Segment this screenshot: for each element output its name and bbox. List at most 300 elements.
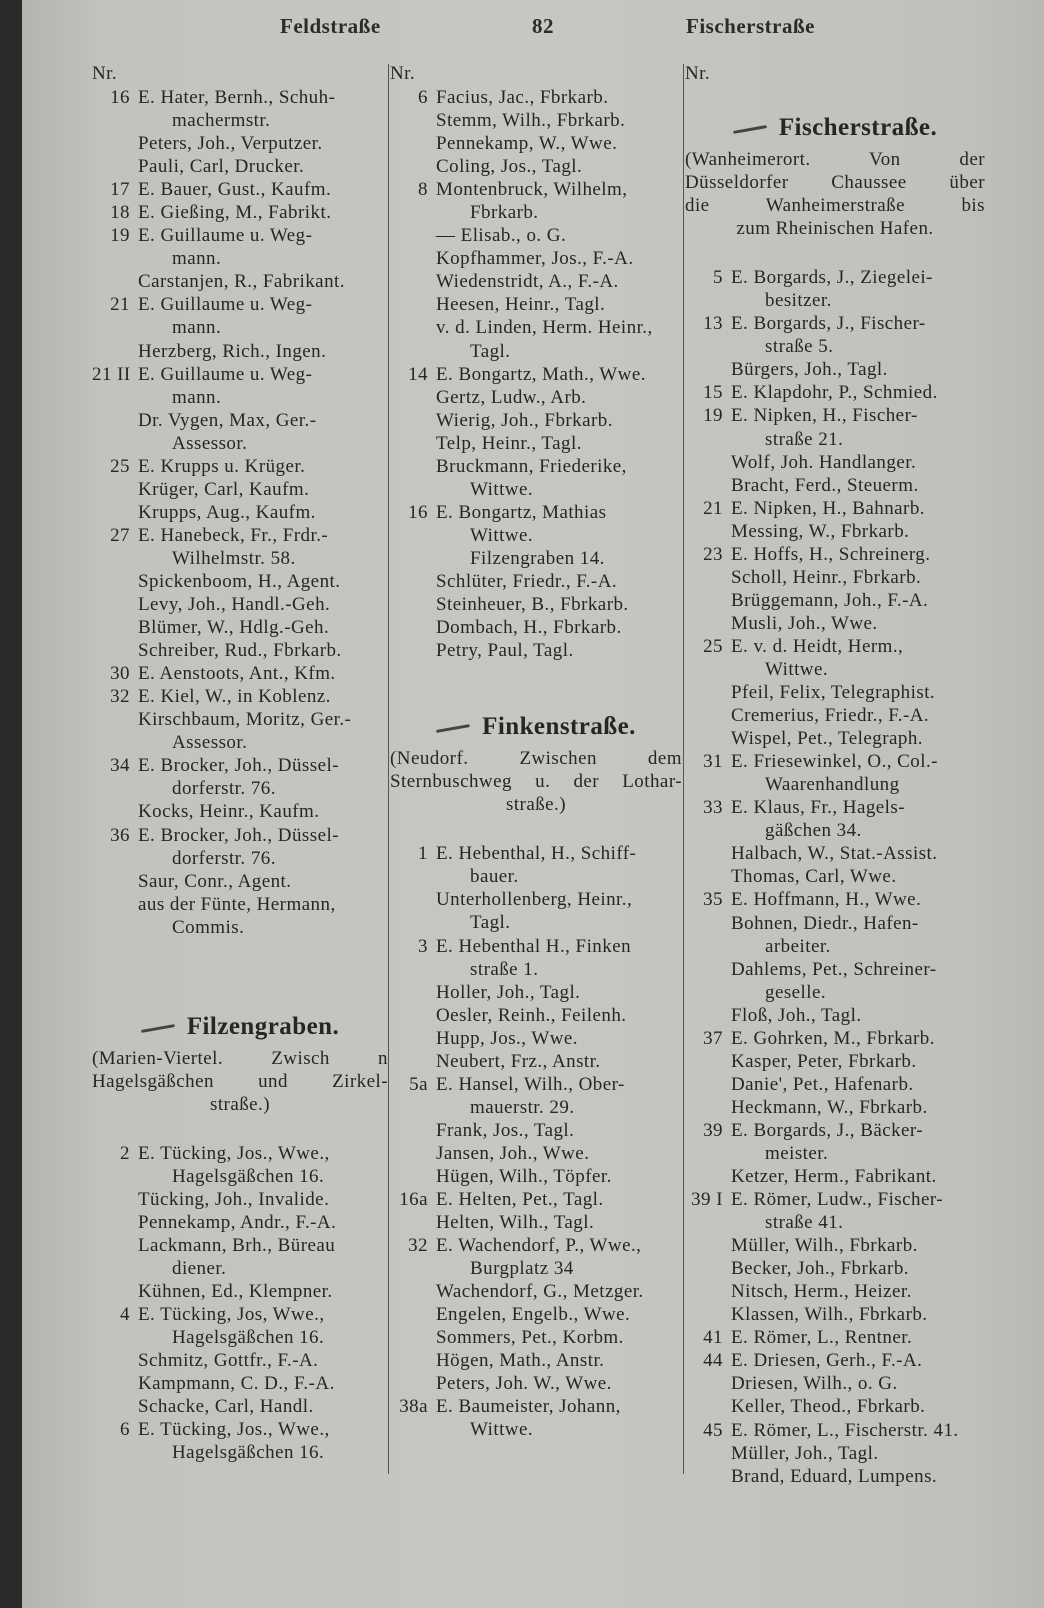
entry-text: Schmitz, Gottfr., F.-A. [138,1350,319,1372]
entry-text: Musli, Joh., Wwe. [731,612,878,634]
entry-text: Petry, Paul, Tagl. [436,640,574,662]
entry-text: Brand, Eduard, Lumpens. [731,1465,938,1487]
column-divider [683,64,684,1474]
house-number: 15 [703,382,723,404]
entry-text: Becker, Joh., Fbrkarb. [731,1258,909,1280]
resident-entry [685,358,985,381]
column-header [92,62,388,86]
entry-text: E. Borgards, J., Ziegelei- [731,267,933,289]
entry-text: E. Klaus, Fr., Hagels- [731,797,906,819]
house-number: 4 [120,1304,130,1326]
street-heading [685,108,985,148]
resident-entry [685,1372,985,1395]
resident-entry [685,589,985,612]
house-entry [685,404,985,427]
entry-text: E. Römer, L., Rentner. [731,1327,913,1349]
entry-text: Hagelsgäßchen 16. [172,1327,325,1349]
resident-entry [390,1050,682,1073]
column-3 [685,62,985,1488]
house-entry [92,455,388,478]
house-number: 3 [418,935,428,957]
house-entry [390,86,682,109]
house-entry [390,178,682,201]
entry-continuation [390,1257,682,1280]
house-entry [685,750,985,773]
entry-text: Unterhollenberg, Heinr., [436,889,633,911]
entry-text: Müller, Joh., Tagl. [731,1442,879,1464]
resident-entry [390,1165,682,1188]
house-entry [92,662,388,685]
entry-text: Sommers, Pet., Korbm. [436,1327,624,1349]
house-entry [685,635,985,658]
entry-text: Kirschbaum, Moritz, Ger.- [138,709,352,731]
entry-continuation [92,109,388,132]
resident-entry [92,501,388,524]
resident-entry [390,1119,682,1142]
resident-entry [685,1096,985,1119]
resident-entry [92,708,388,731]
entry-continuation [685,289,985,312]
entry-text: Wittwe. [470,478,534,500]
resident-entry [685,1165,985,1188]
resident-entry [685,1442,985,1465]
entry-text: Tagl. [470,340,511,362]
entry-text: E. Hoffmann, H., Wwe. [731,889,922,911]
resident-entry [685,1073,985,1096]
resident-entry [685,865,985,888]
entry-text: Blümer, W., Hdlg.-Geh. [138,617,330,639]
house-number: 36 [110,824,130,846]
entry-text: Messing, W., Fbrkarb. [731,520,910,542]
house-entry [685,888,985,911]
entry-text: Spickenboom, H., Agent. [138,570,341,592]
entry-text: arbeiter. [765,935,831,957]
entry-continuation [390,547,682,570]
house-number: 23 [703,543,723,565]
resident-entry [390,1303,682,1326]
entry-text: Herzberg, Rich., Ingen. [138,340,327,362]
entry-continuation [92,316,388,339]
street-description: straße.) [505,794,567,816]
entry-text: mann. [172,317,222,339]
house-number: 16 [110,87,130,108]
entry-text: Peters, Joh., Verputzer. [138,133,323,155]
resident-entry [92,409,388,432]
entry-text: E. Hater, Bernh., Schuh- [138,87,336,108]
resident-entry [390,1349,682,1372]
entry-continuation [92,916,388,939]
resident-entry [390,981,682,1004]
resident-entry [92,1280,388,1303]
page [22,0,1044,1608]
entry-text: Heckmann, W., Fbrkarb. [731,1096,928,1118]
entry-text: Saur, Conr., Agent. [138,870,292,892]
resident-entry [92,870,388,893]
resident-entry [92,340,388,363]
resident-entry [390,455,682,478]
house-entry [685,543,985,566]
entry-text: Assessor. [172,432,248,454]
entry-text: E. Krupps u. Krüger. [138,455,306,477]
entry-text: E. Borgards, J., Fischer- [731,313,926,335]
street-name: Fischerstraße. [778,114,938,141]
house-number: 32 [408,1235,428,1257]
house-number: 1 [418,843,428,865]
resident-entry [390,888,682,911]
entry-text: Levy, Joh., Handl.-Geh. [138,594,331,616]
entry-text: E. Aenstoots, Ant., Kfm. [138,663,336,685]
house-number: 21 [703,497,723,519]
entry-text: Krüger, Carl, Kaufm. [138,478,310,500]
entry-text: E. Wachendorf, P., Wwe., [436,1235,642,1257]
house-number: 33 [703,797,723,819]
resident-entry [92,1188,388,1211]
entry-continuation [685,935,985,958]
house-number: 16a [399,1189,428,1211]
street-heading [92,1007,388,1047]
entry-text: Scholl, Heinr., Fbrkarb. [731,566,922,588]
house-number: 2 [120,1142,130,1164]
house-entry [92,1142,388,1165]
house-number: 27 [110,524,130,546]
entry-text: Stemm, Wilh., Fbrkarb. [436,110,626,132]
resident-entry [390,1142,682,1165]
entry-text: E. Friesewinkel, O., Col.- [731,751,938,773]
entry-text: Bracht, Ferd., Steuerm. [731,474,919,496]
entry-text: geselle. [765,981,827,1003]
entry-text: Tücking, Joh., Invalide. [138,1188,330,1210]
entry-text: E. Tücking, Jos., Wwe., [138,1142,330,1164]
house-entry [390,363,682,386]
entry-continuation [685,773,985,796]
house-number: 16 [408,501,428,523]
entry-text: E. Hanebeck, Fr., Frdr.- [138,524,329,546]
entry-continuation [685,428,985,451]
resident-entry [390,1027,682,1050]
entry-text: Nr. [390,63,416,84]
resident-entry [92,800,388,823]
entry-text: Floß, Joh., Tagl. [731,1004,862,1026]
house-number: 30 [110,663,130,685]
entry-text: Högen, Math., Anstr. [436,1350,605,1372]
house-number: 45 [703,1419,723,1441]
entry-continuation [390,1096,682,1119]
spacer [92,939,388,962]
entry-text: E. Guillaume u. Weg- [138,363,313,385]
entry-text: Gertz, Ludw., Arb. [436,386,587,408]
house-number: 32 [110,686,130,708]
entry-text: Jansen, Joh., Wwe. [436,1142,590,1164]
entry-continuation [92,1441,388,1464]
entry-text: Oesler, Reinh., Feilenh. [436,1004,627,1026]
entry-continuation [685,1142,985,1165]
resident-entry [390,570,682,593]
dash-mark [141,1024,175,1033]
entry-text: E. Klapdohr, P., Schmied. [731,382,938,404]
house-number: 31 [703,751,723,773]
resident-entry [685,612,985,635]
house-number: 44 [703,1350,723,1372]
entry-text: E. Hoffs, H., Schreinerg. [731,543,931,565]
resident-entry [92,1395,388,1418]
entry-text: straße 21. [765,428,844,450]
resident-entry [685,1465,985,1488]
entry-text: Nr. [685,63,711,84]
house-entry [92,524,388,547]
entry-text: E. Nipken, H., Fischer- [731,405,918,427]
entry-text: E. Nipken, H., Bahnarb. [731,497,925,519]
house-number: 5a [409,1073,428,1095]
resident-entry [685,566,985,589]
house-entry [92,1303,388,1326]
entry-text: Schacke, Carl, Handl. [138,1396,314,1418]
resident-entry [92,1372,388,1395]
house-entry [685,266,985,289]
entry-continuation [92,547,388,570]
entry-text: Filzengraben 14. [470,547,605,569]
house-entry [685,1326,985,1349]
entry-text: Frank, Jos., Tagl. [436,1119,575,1141]
running-head-right: Fischerstraße [686,14,815,38]
house-entry [390,1395,682,1418]
resident-entry [390,247,682,270]
entry-text: E. Römer, Ludw., Fischer- [731,1189,944,1211]
page-number: 82 [532,14,554,38]
entry-text: Dr. Vygen, Max, Ger.- [138,409,317,431]
resident-entry [92,155,388,178]
entry-text: E. Hansel, Wilh., Ober- [436,1073,625,1095]
resident-entry [685,1050,985,1073]
entry-continuation [390,524,682,547]
entry-text: Wittwe. [765,658,829,680]
column-header [685,62,985,86]
house-entry [685,796,985,819]
entry-text: Kasper, Peter, Fbrkarb. [731,1050,917,1072]
entry-text: Schlüter, Friedr., F.-A. [436,570,618,592]
entry-text: Bohnen, Diedr., Hafen- [731,912,919,934]
entry-text: Fbrkarb. [470,202,539,224]
entry-text: Pennekamp, W., Wwe. [436,133,618,155]
entry-text: aus der Fünte, Hermann, [138,893,336,915]
entry-continuation [92,432,388,455]
resident-entry [92,1211,388,1234]
house-number: 18 [110,202,130,224]
entry-text: mann. [172,386,222,408]
entry-text: E. Bauer, Gust., Kaufm. [138,179,332,201]
column-header [390,62,682,86]
resident-entry [685,727,985,750]
resident-entry [92,478,388,501]
resident-entry [92,132,388,155]
entry-text: Telp, Heinr., Tagl. [436,432,582,454]
resident-entry [390,639,682,662]
entry-text: Wittwe. [470,1419,534,1441]
house-entry [390,1188,682,1211]
entry-text: Müller, Wilh., Fbrkarb. [731,1235,918,1257]
entry-text: E. Römer, L., Fischerstr. 41. [731,1419,959,1441]
entry-text: Montenbruck, Wilhelm, [436,179,628,201]
entry-continuation [92,247,388,270]
entry-text: Pauli, Carl, Drucker. [138,156,305,178]
entry-text: mauerstr. 29. [470,1096,575,1118]
entry-text: Schreiber, Rud., Fbrkarb. [138,640,342,662]
resident-entry [390,386,682,409]
entry-text: Thomas, Carl, Wwe. [731,866,897,888]
entry-text: Wachendorf, G., Metzger. [436,1281,644,1303]
street-name: Finkenstraße. [482,713,636,741]
resident-entry [390,132,682,155]
resident-entry [92,593,388,616]
entry-text: Lackmann, Brh., Büreau [138,1235,336,1257]
entry-text: Coling, Jos., Tagl. [436,156,583,178]
entry-text: Tagl. [470,912,511,934]
entry-text: gäßchen 34. [765,820,862,842]
house-entry [92,224,388,247]
entry-text: machermstr. [172,110,271,132]
entry-text: mann. [172,248,222,270]
house-number: 6 [418,87,428,108]
house-number: 41 [703,1327,723,1349]
house-entry [685,1419,985,1442]
entry-continuation [685,819,985,842]
resident-entry [685,1303,985,1326]
entry-text: E. Tücking, Jos, Wwe., [138,1304,325,1326]
resident-entry [390,616,682,639]
entry-continuation [685,658,985,681]
entry-text: Waarenhandlung [765,774,900,796]
entry-text: dorferstr. 76. [172,847,276,869]
resident-entry [92,1234,388,1257]
entry-text: Driesen, Wilh., o. G. [731,1373,898,1395]
resident-entry [390,1326,682,1349]
resident-entry [390,270,682,293]
entry-text: Hagelsgäßchen 16. [172,1165,325,1187]
resident-entry [390,593,682,616]
resident-entry [390,1004,682,1027]
entry-continuation [390,1418,682,1441]
house-number: 25 [703,635,723,657]
house-number: 35 [703,889,723,911]
entry-text: Helten, Wilh., Tagl. [436,1212,595,1234]
resident-entry [390,1372,682,1395]
entry-text: Dombach, H., Fbrkarb. [436,617,622,639]
resident-entry [685,958,985,981]
house-entry [390,501,682,524]
resident-entry [92,1349,388,1372]
house-entry [92,86,388,109]
entry-text: Bruckmann, Friederike, [436,455,627,477]
entry-text: E. v. d. Heidt, Herm., [731,635,904,657]
entry-text: Heesen, Heinr., Tagl. [436,294,606,316]
entry-text: Wilhelmstr. 58. [172,547,296,569]
street-heading [390,707,682,747]
house-entry [685,1119,985,1142]
entry-text: E. Brocker, Joh., Düssel- [138,824,339,846]
entry-text: E. Bongartz, Mathias [436,501,607,523]
entry-text: — Elisab., o. G. [436,225,567,247]
house-number: 13 [703,313,723,335]
entry-text: Krupps, Aug., Kaufm. [138,501,316,523]
entry-continuation [92,777,388,800]
entry-text: Pennekamp, Andr., F.-A. [138,1212,337,1234]
street-description: die Wanheimerstraße bis [685,195,985,217]
entry-text: straße 1. [470,958,539,980]
entry-text: Hagelsgäßchen 16. [172,1442,325,1464]
house-entry [92,293,388,316]
entry-text: Halbach, W., Stat.-Assist. [731,843,938,865]
resident-entry [685,681,985,704]
house-entry [92,824,388,847]
house-number: 8 [418,179,428,201]
house-number: 21 II [92,363,131,385]
house-entry [390,935,682,958]
entry-text: Wierig, Joh., Fbrkarb. [436,409,613,431]
resident-entry [92,570,388,593]
entry-text: E. Brocker, Joh., Düssel- [138,755,339,777]
entry-text: Holler, Joh., Tagl. [436,981,581,1003]
street-description: zum Rheinischen Hafen. [736,218,934,240]
entry-text: Danie', Pet., Hafenarb. [731,1073,914,1095]
entry-continuation [685,1211,985,1234]
entry-text: Cremerius, Friedr., F.-A. [731,705,930,727]
entry-text: diener. [172,1258,227,1280]
entry-continuation [92,847,388,870]
house-number: 19 [703,405,723,427]
spacer [92,962,388,985]
resident-entry [92,639,388,662]
column-divider [388,64,389,1474]
resident-entry [390,432,682,455]
street-description: (Marien-Viertel. Zwisch n [92,1047,388,1069]
entry-text: bauer. [470,866,519,888]
entry-text: straße 5. [765,336,834,358]
spacer [390,662,682,685]
dash-mark [733,125,767,134]
street-description: (Neudorf. Zwischen dem [390,748,682,770]
entry-text: Commis. [172,916,245,938]
house-number: 34 [110,755,130,777]
house-number: 39 [703,1119,723,1141]
street-name: Filzengraben. [186,1012,340,1040]
street-description: Düsseldorfer Chaussee über [685,172,985,194]
entry-text: v. d. Linden, Herm. Heinr., [436,317,653,339]
entry-text: Neubert, Frz., Anstr. [436,1050,601,1072]
resident-entry [685,1280,985,1303]
entry-text: Burgplatz 34 [470,1258,574,1280]
resident-entry [390,1280,682,1303]
resident-entry [390,409,682,432]
resident-entry [390,109,682,132]
house-entry [92,1418,388,1441]
entry-continuation [92,1165,388,1188]
entry-text: Brüggemann, Joh., F.-A. [731,589,929,611]
street-description: straße.) [209,1093,271,1115]
entry-text: Carstanjen, R., Fabrikant. [138,271,345,293]
entry-text: Kocks, Heinr., Kaufm. [138,801,320,823]
entry-text: E. Bongartz, Math., Wwe. [436,363,646,385]
resident-entry [390,224,682,247]
resident-entry [685,842,985,865]
resident-entry [390,155,682,178]
entry-text: E. Kiel, W., in Koblenz. [138,686,331,708]
entry-text: Dahlems, Pet., Schreiner- [731,958,937,980]
house-entry [685,1188,985,1211]
house-number: 19 [110,225,130,247]
entry-text: Nr. [92,63,118,84]
entry-text: Facius, Jac., Fbrkarb. [436,87,609,108]
entry-text: Hupp, Jos., Wwe. [436,1027,578,1049]
entry-continuation [390,201,682,224]
